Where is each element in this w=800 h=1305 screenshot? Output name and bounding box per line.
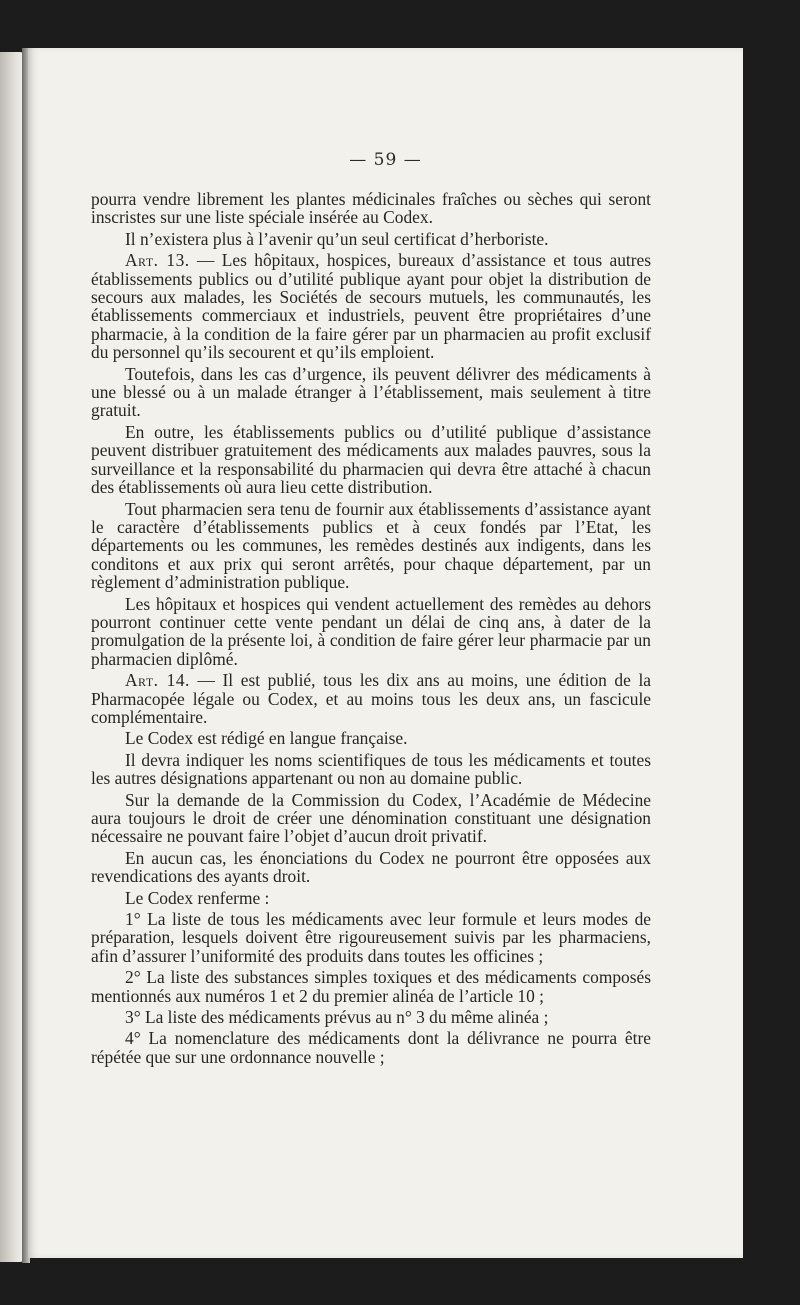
paragraph: Les hôpitaux et hospices qui vendent actuellement des remèdes au dehors pourront continuer cette vente pendant un délai de cinq ans, à dater de la promulgation de la présente loi, à condition de faire gérer leur pharmacie par un pharmacien diplômé. — [91, 593, 651, 669]
paragraph: Sur la demande de la Commission du Codex, l’Académie de Médecine aura toujours le droit de créer une dénomination constituant une désignation nécessaire ne pouvant faire l’objet d’aucun droit privatif. — [91, 789, 651, 847]
paragraph: En outre, les établissements publics ou d’utilité publique d’assistance peuvent distribuer gratuitement des médicaments aux malades pauvres, sous la surveillance et la responsabilité du pharmacien qui devra être attaché à chacun des établissements où aura lieu cette distribution. — [91, 421, 651, 498]
facing-page-edge — [0, 52, 24, 1262]
article-13-paragraph: Art. 13. — Les hôpitaux, hospices, bureaux d’assistance et tous autres établissements publics ou d’utilité publique ayant pour objet la distribution de secours aux malades, les Sociétés de secours mutuels, les communautés, les établissements commerciaux et industriels, peuvent être propriétaires d’une pharmacie, à la condition de la faire gérer par un pharmacien au profit exclusif du personnel qu’ils secourent et qu’ils emploient. — [91, 250, 652, 363]
paragraph: Il n’existera plus à l’avenir qu’un seul certificat d’herboriste. — [125, 228, 549, 249]
paragraph: En aucun cas, les énonciations du Codex ne pourront être opposées aux revendications des ayants droit. — [91, 847, 651, 887]
paragraph: Le Codex est rédigé en langue française. — [125, 728, 408, 749]
body-text — [91, 190, 651, 1069]
article-heading: Art. 13. — [125, 250, 190, 271]
page-number: — 59 — — [349, 150, 422, 170]
article-14-paragraph: Art. 14. — Il est publié, tous les dix ans au moins, une édition de la Pharmacopée légale ou Codex, et au moins tous les deux ans, un fascicule complémentaire. — [91, 670, 651, 727]
paragraph: Toutefois, dans les cas d’urgence, ils peuvent délivrer des médicaments à une blessé ou à un malade étranger à l’établissement, mais seulement à titre gratuit. — [91, 363, 651, 421]
list-item: 2° La liste des substances simples toxiques et des médicaments composés mentionnés aux numéros 1 et 2 du premier alinéa de l’article 10 ; — [91, 967, 651, 1006]
book-page — [28, 48, 743, 1258]
list-item: 3° La liste des médicaments prévus au n° 3 du même alinéa ; — [125, 1007, 549, 1028]
paragraph: pourra vendre librement les plantes médicinales fraîches ou sèches qui seront inscristes sur une liste spéciale insérée au Codex. — [91, 189, 651, 228]
paragraph: Tout pharmacien sera tenu de fournir aux établissements d’assistance ayant le caractère d’établissements publics et à ceux fondés par l’Etat, les départements ou les communes, les remèdes destinés aux indigents, dans les conditons et aux prix qui seront arrêtés, pour chaque département, par un règlement d’administration publique. — [91, 498, 651, 593]
paragraph: Le Codex renferme : — [125, 887, 270, 908]
list-item: 4° La nomenclature des médicaments dont la délivrance ne pourra être répétée que sur une ordonnance nouvelle ; — [91, 1028, 651, 1067]
list-item: 1° La liste de tous les médicaments avec leur formule et leurs modes de préparation, lesquels doivent être rigoureusement suivis par les pharmaciens, afin d’assurer l’uniformité des produits dans toutes les officines ; — [91, 909, 651, 966]
paragraph: Il devra indiquer les noms scientifiques de tous les médicaments et toutes les autres désignations appartenant ou non au domaine public. — [91, 749, 651, 789]
article-heading: Art. 14. — [125, 670, 190, 691]
